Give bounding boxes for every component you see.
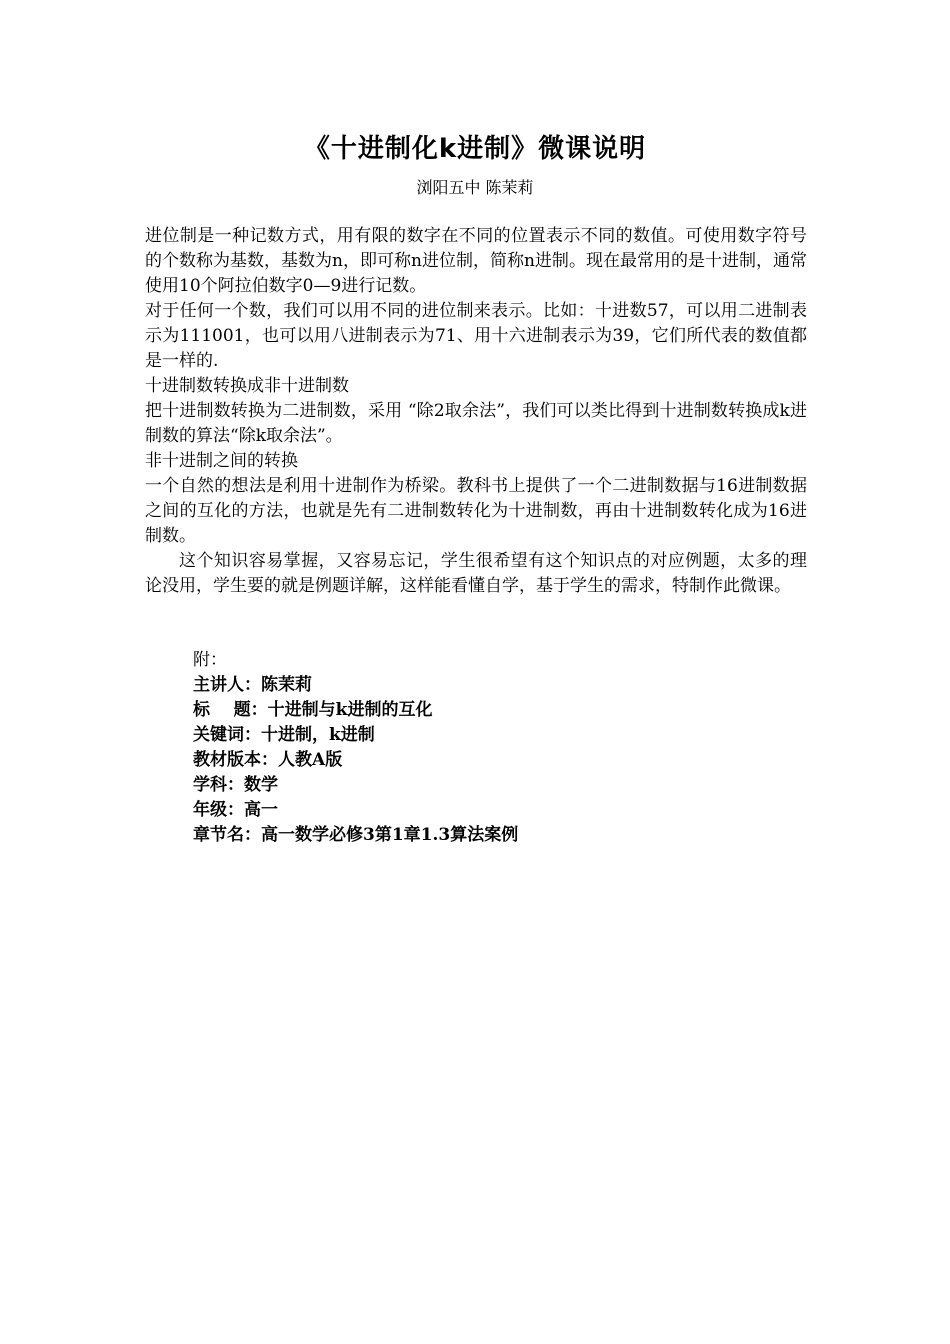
paragraph-example: 对于任何一个数，我们可以用不同的进位制来表示。比如：十进数57，可以用二进制表示为111001，也可以用八进制表示为71、用十六进制表示为39，它们所代表的数值都是一样的. — [145, 301, 807, 371]
paragraph-intro: 进位制是一种记数方式，用有限的数字在不同的位置表示不同的数值。可使用数字符号的个数称为基数，基数为n，即可称n进位制，简称n进制。现在最常用的是十进制，通常使用10个阿拉伯数字0—9进行记数。 — [145, 226, 807, 296]
document-title: 《十进制化k进制》微课说明 — [303, 134, 647, 164]
paragraph-purpose: 这个知识容易掌握，又容易忘记，学生很希望有这个知识点的对应例题，太多的理论没用，学生要的就是例题详解，这样能看懂自学，基于学生的需求，特制作此微课。 — [145, 551, 807, 596]
paragraph-division-method: 把十进制数转换为二进制数，采用 “除2取余法”，我们可以类比得到十进制数转换成k进制数的算法“除k取余法”。 — [145, 401, 807, 446]
appendix-section — [193, 648, 518, 848]
appendix-subject: 学科：数学 — [193, 775, 278, 795]
appendix-textbook-edition: 教材版本：人教A版 — [193, 750, 343, 770]
section-heading-nondecimal-conversion: 非十进制之间的转换 — [145, 451, 298, 471]
appendix-topic: 标 题：十进制与k进制的互化 — [193, 700, 433, 720]
appendix-lecturer: 主讲人：陈茉莉 — [193, 675, 312, 695]
appendix-heading: 附： — [193, 650, 227, 670]
document-body — [145, 224, 807, 599]
appendix-grade: 年级：高一 — [193, 800, 278, 820]
paragraph-bridge-method: 一个自然的想法是利用十进制作为桥梁。教科书上提供了一个二进制数据与16进制数据之间的互化的方法，也就是先有二进制数转化为十进制数，再由十进制数转化成为16进制数。 — [145, 476, 807, 546]
document-author: 浏阳五中 陈茉莉 — [416, 178, 534, 197]
appendix-keywords: 关键词：十进制，k进制 — [193, 725, 375, 745]
appendix-chapter: 章节名：高一数学必修3第1章1.3算法案例 — [193, 825, 519, 845]
section-heading-decimal-to-nondecimal: 十进制数转换成非十进制数 — [145, 376, 349, 396]
